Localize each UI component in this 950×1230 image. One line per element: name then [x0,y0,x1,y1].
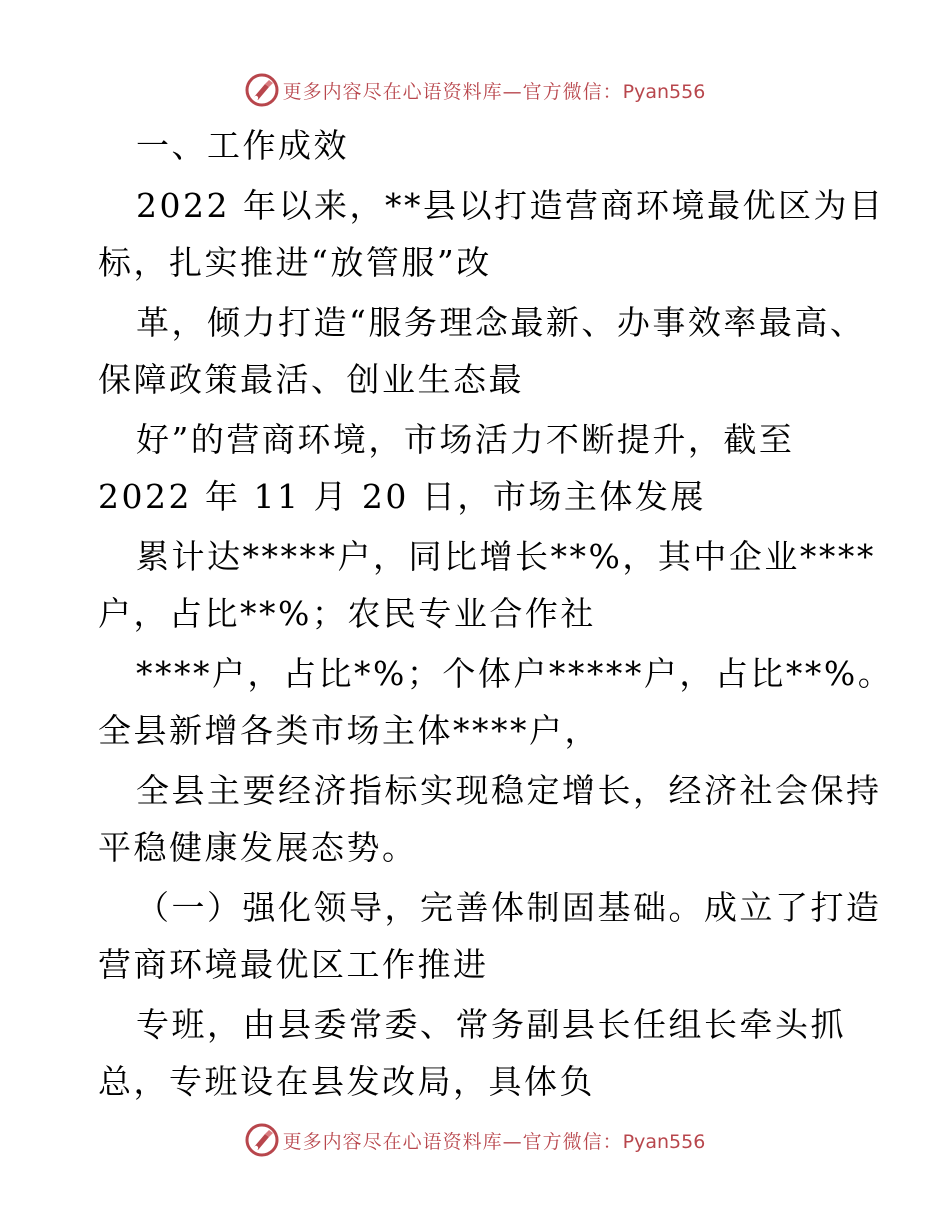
paragraph-line: 户，占比**%；农民专业合作社 [98,594,596,633]
paragraph-line: 2022 年 11 月 20 日，市场主体发展 [98,477,706,516]
paragraph-line: 累计达*****户，同比增长**%，其中企业**** [136,537,876,576]
paragraph-line: 专班，由县委常委、常务副县长任组长牵头抓 [136,1005,846,1044]
watermark-text [283,77,706,104]
section-heading: 一、工作成效 [136,126,349,165]
subsection-line: （一）强化领导，完善体制固基础。成立了打造 [136,888,882,927]
watermark-banner-top [0,70,950,110]
paragraph-line: 保障政策最活、创业生态最 [98,360,524,399]
paragraph-line: 全县新增各类市场主体****户， [98,711,600,750]
pen-logo-icon [245,73,279,107]
paragraph-line: 标，扎实推进“放管服”改 [98,243,492,282]
watermark-text [283,1127,706,1154]
watermark-wechat-id: Pyan556 [622,1130,706,1153]
paragraph-line: ****户，占比*%；个体户*****户，占比**%。 [136,654,894,693]
paragraph-line: 2022 年以来，**县以打造营商环境最优区为目 [136,186,885,225]
watermark-label: 更多内容尽在心语资料库—官方微信： [282,80,623,103]
paragraph-line: 营商环境最优区工作推进 [98,945,489,984]
pen-logo-icon [245,1123,279,1157]
watermark-wechat-id: Pyan556 [622,80,706,103]
paragraph-line: 总，专班设在县发改局，具体负 [98,1062,595,1101]
paragraph-line: 全县主要经济指标实现稳定增长，经济社会保持 [136,771,882,810]
watermark-label: 更多内容尽在心语资料库—官方微信： [282,1130,623,1153]
paragraph-line: 平稳健康发展态势。 [98,828,418,867]
paragraph-line: 革，倾力打造“服务理念最新、办事效率最高、 [136,303,866,342]
paragraph-line: 好”的营商环境，市场活力不断提升，截至 [136,420,795,459]
watermark-banner-bottom [0,1120,950,1160]
